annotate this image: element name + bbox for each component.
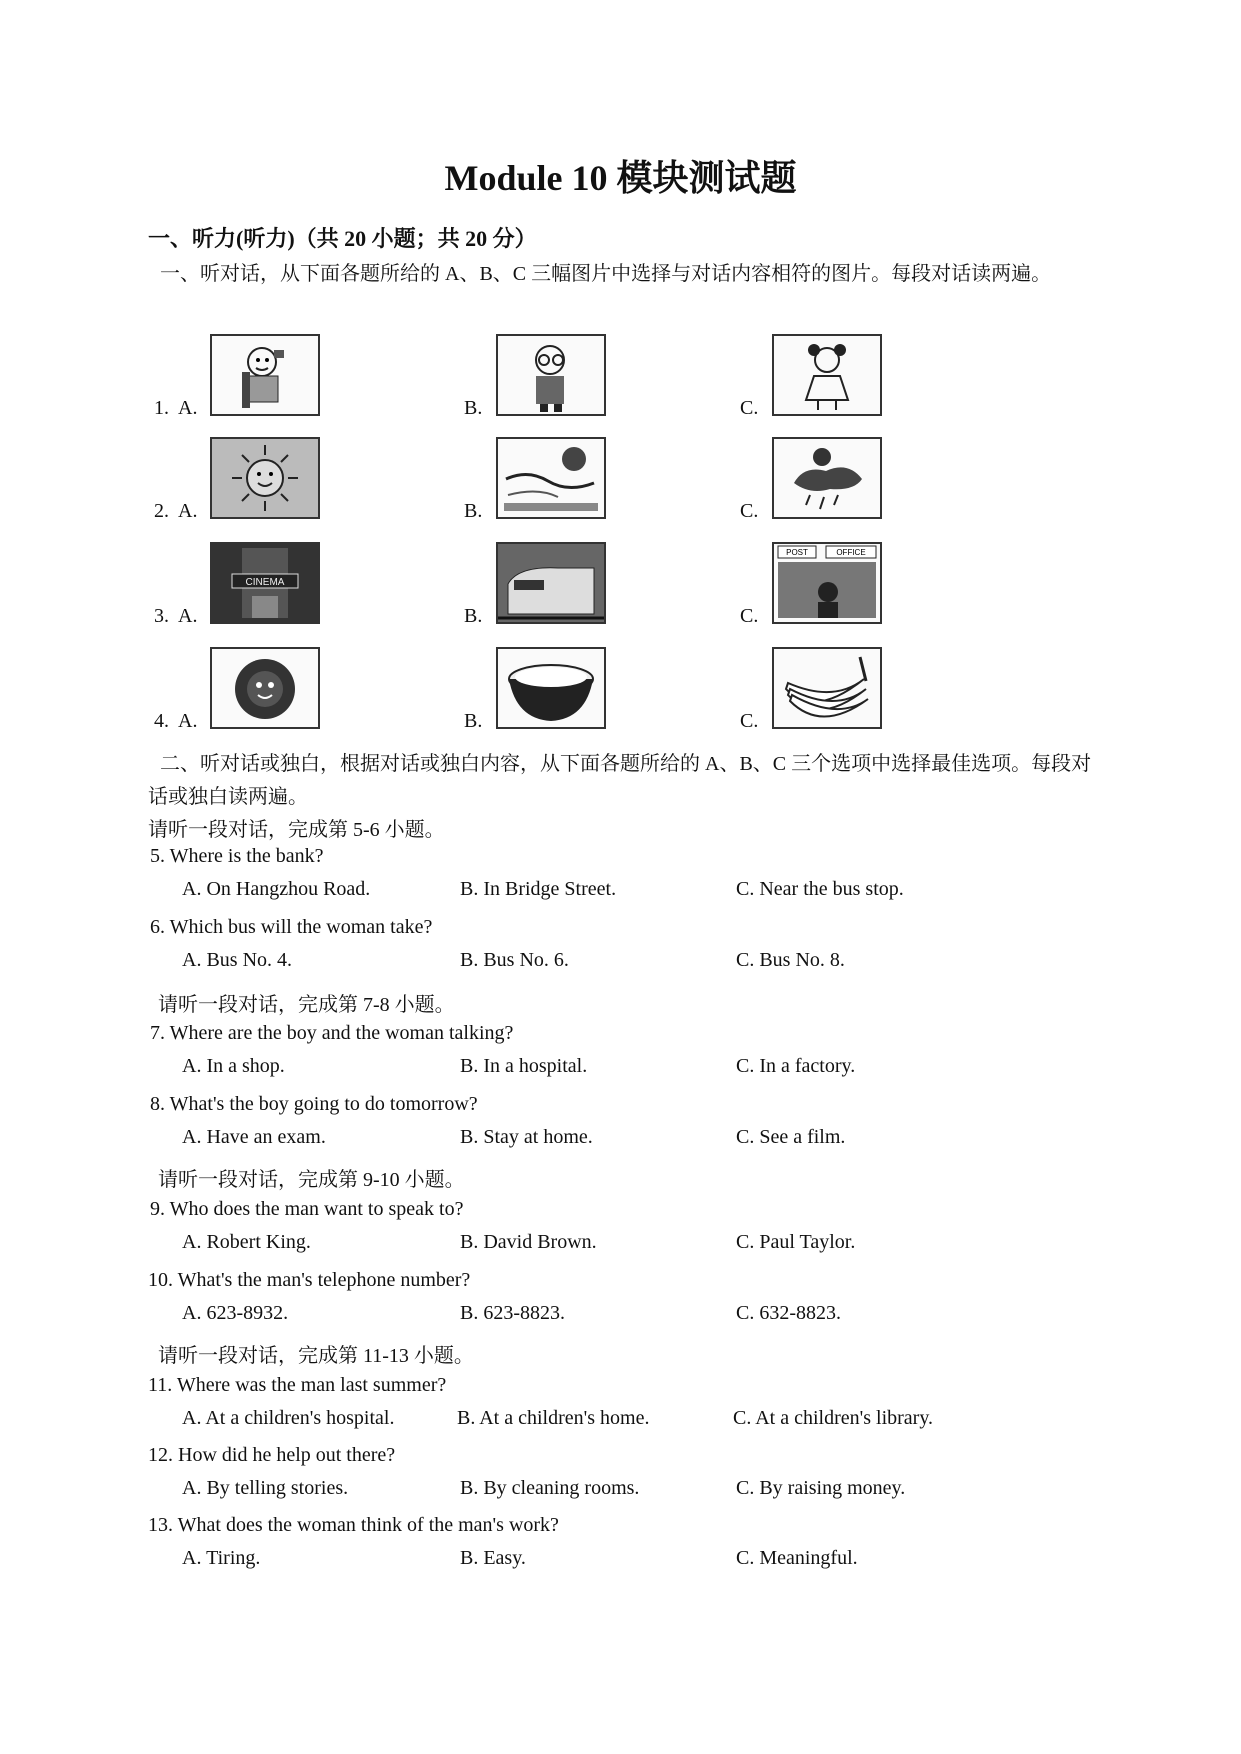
answer-options xyxy=(182,1477,1082,1505)
question-text: 10. What's the man's telephone number? xyxy=(148,1269,471,1291)
option-b[interactable]: B. Stay at home. xyxy=(460,1126,593,1148)
option-a[interactable]: A. In a shop. xyxy=(182,1055,285,1077)
option-b[interactable]: B. In a hospital. xyxy=(460,1055,588,1077)
option-a[interactable]: A. Robert King. xyxy=(182,1231,311,1253)
cinema-sign: CINEMA xyxy=(245,577,285,588)
option-label: A. xyxy=(178,397,198,419)
answer-options xyxy=(182,878,1082,906)
windy-weather-illustration[interactable] xyxy=(496,437,606,519)
answer-options xyxy=(182,1231,1082,1259)
option-c[interactable]: C. At a children's library. xyxy=(733,1407,934,1429)
option-label: C. xyxy=(740,710,759,732)
option-label: C. xyxy=(740,500,759,522)
option-b[interactable]: B. David Brown. xyxy=(460,1231,597,1253)
answer-options xyxy=(182,1126,1082,1154)
section-heading: 一、听力(听力)（共 20 小题；共 20 分） xyxy=(148,226,537,251)
answer-options xyxy=(182,949,1082,977)
high-speed-train-illustration[interactable] xyxy=(496,542,606,624)
grandma-in-chair-illustration[interactable] xyxy=(210,334,320,416)
question-number: 2. xyxy=(154,500,169,522)
option-c[interactable]: C. 632-8823. xyxy=(736,1302,841,1324)
option-b[interactable]: B. At a children's home. xyxy=(457,1407,650,1429)
option-b[interactable]: B. Easy. xyxy=(460,1547,526,1569)
dialogue-intro: 请听一段对话，完成第 7-8 小题。 xyxy=(158,994,455,1016)
option-a[interactable]: A. By telling stories. xyxy=(182,1477,349,1499)
option-label: C. xyxy=(740,397,759,419)
option-label: B. xyxy=(464,605,483,627)
option-c[interactable]: C. By raising money. xyxy=(736,1477,906,1499)
rainy-cloud-illustration[interactable] xyxy=(772,437,882,519)
answer-options xyxy=(182,1302,1082,1330)
option-c[interactable]: C. In a factory. xyxy=(736,1055,856,1077)
option-a[interactable]: A. 623-8932. xyxy=(182,1302,289,1324)
option-b[interactable]: B. Bus No. 6. xyxy=(460,949,569,971)
picture-question-row xyxy=(148,433,1108,523)
post-office-illustration[interactable] xyxy=(772,542,882,624)
option-label: A. xyxy=(178,710,198,732)
question-number: 3. xyxy=(154,605,169,627)
question-text: 9. Who does the man want to speak to? xyxy=(150,1198,464,1220)
man-with-glasses-illustration[interactable] xyxy=(496,334,606,416)
answer-options xyxy=(182,1547,1082,1575)
post-sign: POST xyxy=(786,548,808,557)
answer-options xyxy=(182,1407,1082,1435)
option-a[interactable]: A. Have an exam. xyxy=(182,1126,326,1148)
girl-illustration[interactable] xyxy=(772,334,882,416)
page-title: Module 10 模块测试题 xyxy=(444,158,797,198)
option-c[interactable]: C. See a film. xyxy=(736,1126,846,1148)
question-number: 4. xyxy=(154,710,169,732)
office-sign: OFFICE xyxy=(836,548,866,557)
smiling-sun-illustration[interactable] xyxy=(210,437,320,519)
dialogue-intro: 请听一段对话，完成第 11-13 小题。 xyxy=(158,1345,474,1367)
option-label: B. xyxy=(464,397,483,419)
picture-question-row xyxy=(148,538,1108,628)
part2-instruction: 二、听对话或独白，根据对话或独白内容，从下面各题所给的 A、B、C 三个选项中选择最佳选项。每段对话或独白读两遍。 xyxy=(148,753,1092,808)
option-b[interactable]: B. In Bridge Street. xyxy=(460,878,617,900)
option-label: C. xyxy=(740,605,759,627)
question-text: 5. Where is the bank? xyxy=(150,845,324,867)
picture-question-row xyxy=(148,330,1108,420)
cinema-building-illustration[interactable] xyxy=(210,542,320,624)
bowl-of-rice-illustration[interactable] xyxy=(496,647,606,729)
option-a[interactable]: A. On Hangzhou Road. xyxy=(182,878,371,900)
picture-question-row xyxy=(148,643,1108,733)
dialogue-intro: 请听一段对话，完成第 9-10 小题。 xyxy=(158,1169,465,1191)
cabbage-illustration[interactable] xyxy=(210,647,320,729)
question-number: 1. xyxy=(154,397,169,419)
option-a[interactable]: A. Tiring. xyxy=(182,1547,261,1569)
question-text: 13. What does the woman think of the man's work? xyxy=(148,1514,559,1536)
option-a[interactable]: A. At a children's hospital. xyxy=(182,1407,395,1429)
bananas-illustration[interactable] xyxy=(772,647,882,729)
option-c[interactable]: C. Meaningful. xyxy=(736,1547,858,1569)
part1-instruction: 一、听对话，从下面各题所给的 A、B、C 三幅图片中选择与对话内容相符的图片。每段对话读两遍。 xyxy=(160,263,1052,285)
option-b[interactable]: B. 623-8823. xyxy=(460,1302,565,1324)
question-text: 8. What's the boy going to do tomorrow? xyxy=(150,1093,478,1115)
option-c[interactable]: C. Paul Taylor. xyxy=(736,1231,856,1253)
answer-options xyxy=(182,1055,1082,1083)
option-label: A. xyxy=(178,500,198,522)
option-b[interactable]: B. By cleaning rooms. xyxy=(460,1477,640,1499)
option-a[interactable]: A. Bus No. 4. xyxy=(182,949,293,971)
question-text: 6. Which bus will the woman take? xyxy=(150,916,433,938)
question-text: 7. Where are the boy and the woman talking? xyxy=(150,1022,514,1044)
dialogue-intro: 请听一段对话，完成第 5-6 小题。 xyxy=(148,819,445,841)
question-text: 11. Where was the man last summer? xyxy=(148,1374,447,1396)
option-c[interactable]: C. Bus No. 8. xyxy=(736,949,845,971)
question-text: 12. How did he help out there? xyxy=(148,1444,396,1466)
option-label: B. xyxy=(464,710,483,732)
option-c[interactable]: C. Near the bus stop. xyxy=(736,878,904,900)
option-label: A. xyxy=(178,605,198,627)
option-label: B. xyxy=(464,500,483,522)
